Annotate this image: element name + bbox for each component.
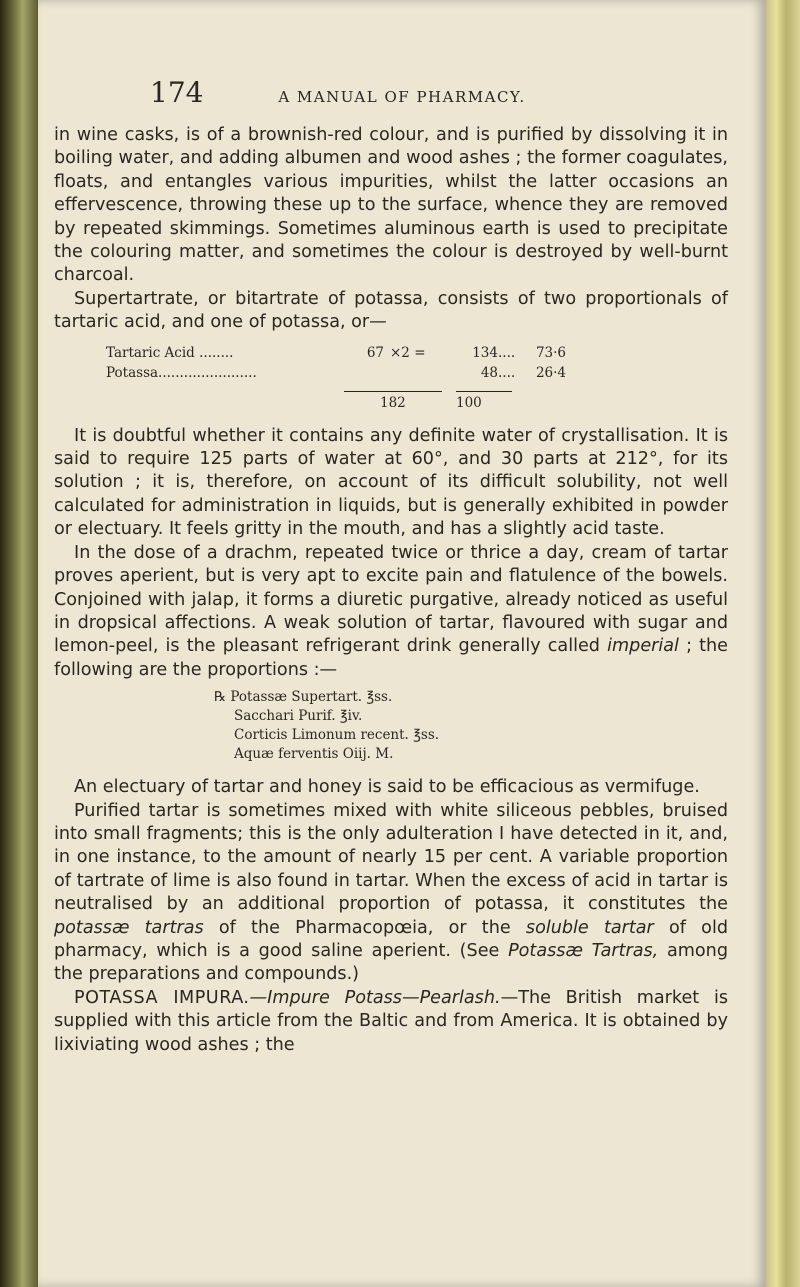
paragraph-6-text: among the preparations and compounds.) xyxy=(54,940,728,985)
table-cell-percent: 73·6 xyxy=(535,344,566,361)
prescription-line: Aquæ ferventis Oiij. M. xyxy=(234,746,394,763)
table-row xyxy=(54,363,728,383)
book-page xyxy=(38,0,766,1287)
prescription-line: Corticis Limonum recent. ℥ss. xyxy=(234,727,440,744)
table-total-row xyxy=(344,393,514,413)
page-edge xyxy=(766,0,800,1287)
table-cell-equivalent: 67 xyxy=(366,344,384,361)
prescription-line: Sacchari Purif. ℥iv. xyxy=(234,708,363,725)
paragraph-4 xyxy=(54,542,728,682)
table-cell-multiplier xyxy=(384,363,462,383)
paragraph-6-text: Purified tartar is sometimes mixed with white siliceous pebbles, bruised into small fragments; this is the only adulteration I have detected in it, and, in one instance, to the amount of nearly 15 per cent. A variable proportion of tartrate of lime is also found in tartar. When the excess of acid in tartar is neutralised by an additional proportion of potassa, it constitutes the xyxy=(54,800,728,915)
section-heading: POTASSA IMPURA. xyxy=(74,987,250,1008)
table-total-weight: 182 xyxy=(380,394,406,411)
paragraph-1: in wine casks, is of a brownish-red colour, and is purified by dissolving it in boiling water, and adding albumen and wood ashes ; the former coagulates, floats, and entangles various impurities, whilst the latter occasions an effervescence, throwing these up to the surface, whence they are removed by repeated skimmings. Sometimes aluminous earth is used to precipitate the colouring matter, and sometimes the colour is destroyed by well-burnt charcoal. xyxy=(54,125,728,286)
sum-rule xyxy=(344,391,442,392)
table-cell-leader: .... xyxy=(498,344,516,361)
italic-term: imperial xyxy=(607,636,679,657)
table-cell-leader: .... xyxy=(498,364,516,381)
italic-term: —Impure Potass—Pearlash. xyxy=(249,987,501,1008)
table-cell-multiplier: ×2 = xyxy=(390,344,426,361)
table-cell-weight: 134 xyxy=(472,344,498,361)
composition-table xyxy=(54,343,728,413)
table-row xyxy=(54,343,728,363)
italic-term: Potassæ Tartras, xyxy=(508,940,659,961)
paragraph-7 xyxy=(54,987,728,1057)
paragraph-3: It is doubtful whether it contains any definite water of crystallisation. It is said to require 125 parts of water at 60°, and 30 parts at 212°, for its solution ; it is, therefore, on account of its difficult solubility, not well calculated for administration in liquids, but is generally exhibited in powder or electuary. It feels gritty in the mouth, and has a slightly acid taste. xyxy=(54,425,728,540)
paragraph-4-text: In the dose of a drachm, repeated twice or thrice a day, cream of tartar proves aperient, but is very apt to excite pain and flatulence of the bowels. Conjoined with jalap, it forms a diuretic purgative, already noticed as useful in dropsical affections. A weak solution of tartar, flavoured with sugar and lemon-peel, is the pleasant refrigerant drink generally called xyxy=(54,542,728,657)
sum-rule xyxy=(456,391,512,392)
paragraph-6-text: of the Pharmacopœia, or the xyxy=(218,917,511,938)
paragraph-6 xyxy=(54,800,728,987)
table-cell-name: Potassa....................... xyxy=(106,364,257,381)
table-cell-name: Tartaric Acid ........ xyxy=(106,344,234,361)
prescription xyxy=(214,688,728,764)
table-cell-equivalent xyxy=(344,363,384,383)
paragraph-2: Supertartrate, or bitartrate of potassa, consists of two proportionals of tartaric acid, and one of potassa, or— xyxy=(54,288,728,333)
paragraph-7-text: —The British market is supplied with this article from the Baltic and from America. It is obtained by lixiviating wood ashes ; the xyxy=(54,987,728,1055)
italic-term: potassæ tartras xyxy=(54,917,204,938)
running-head: A MANUAL OF PHARMACY. xyxy=(278,88,526,106)
paragraph-5: An electuary of tartar and honey is said to be efficacious as vermifuge. xyxy=(74,777,700,798)
table-cell-weight: 48 xyxy=(480,364,498,381)
table-cell-percent: 26·4 xyxy=(535,364,566,381)
body-text xyxy=(54,124,728,1057)
page-number: 174 xyxy=(150,76,204,109)
prescription-line: ℞ Potassæ Supertart. ℥ss. xyxy=(214,689,393,706)
paragraph-6-text: of old pharmacy, which is a good saline aperient. (See xyxy=(54,917,729,961)
table-total-percent: 100 xyxy=(456,394,482,411)
binding-edge xyxy=(0,0,38,1287)
paragraph-4-tail: ; the following are the proportions :— xyxy=(54,636,729,680)
italic-term: soluble tartar xyxy=(525,917,654,938)
